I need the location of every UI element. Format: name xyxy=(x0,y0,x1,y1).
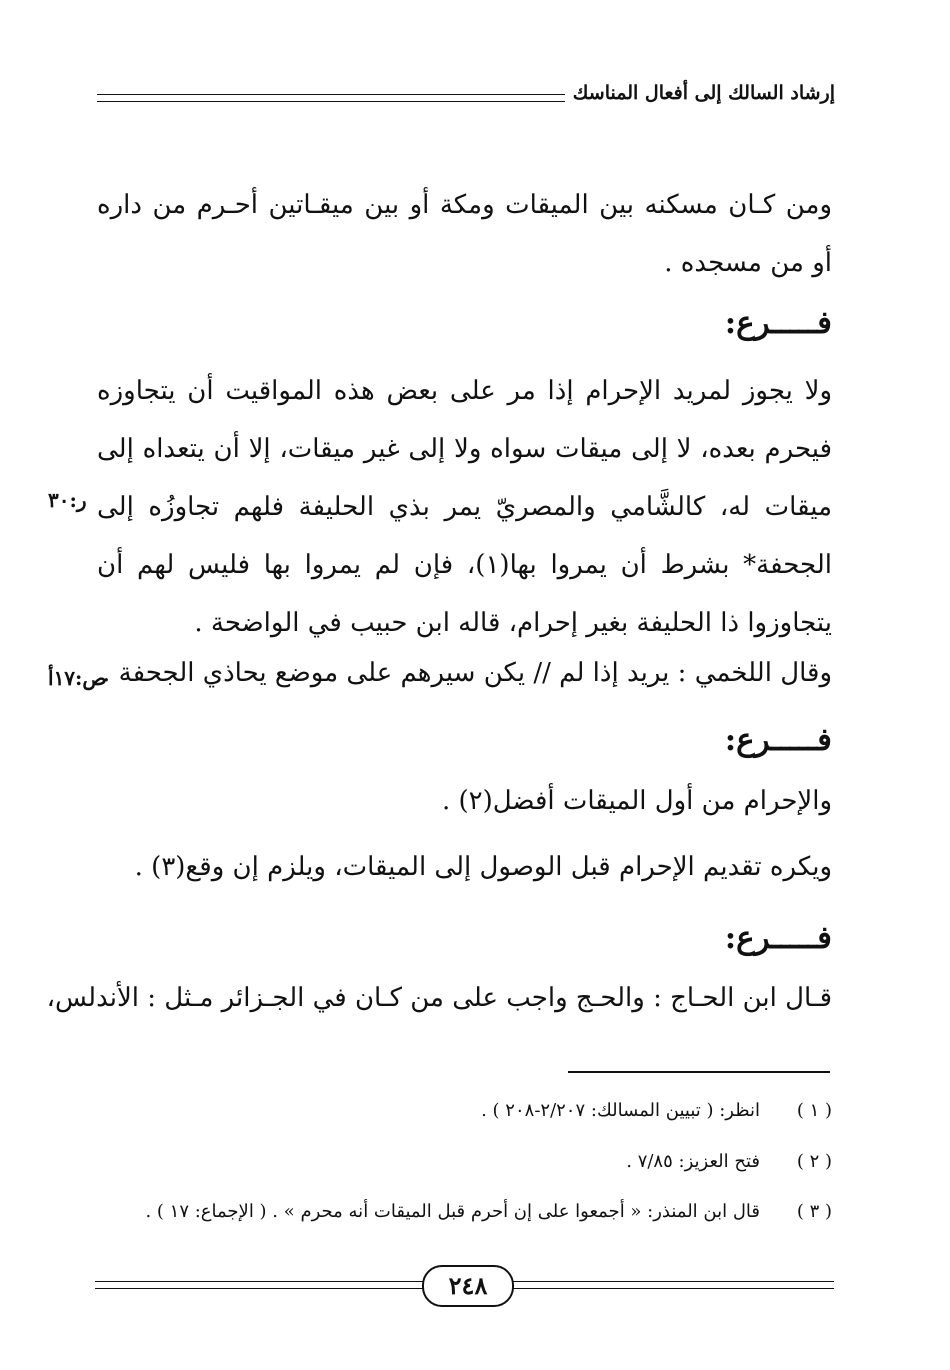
margin-note-r: ر:٣٠ xyxy=(48,488,87,512)
page-number: ٢٤٨ xyxy=(422,1265,514,1307)
footnote-rule xyxy=(568,1071,830,1073)
header-rule xyxy=(97,94,565,102)
footnote-text: قال ابن المنذر: « أجمعوا على إن أحرم قبل الميقات أنه محرم » . ( الإجماع: ١٧ ) . xyxy=(145,1201,760,1222)
footnote-text: فتح العزيز: ٧/٨٥ . xyxy=(626,1151,760,1172)
footnote-1 xyxy=(97,1100,832,1121)
margin-note-s: ص:١٧أ xyxy=(48,666,107,690)
paragraph-3: وقال اللخمي : يريد إذا لم // يكن سيرهم على موضع يحاذي الجحفة . xyxy=(102,658,832,688)
footer-rule-left xyxy=(95,1281,425,1289)
footnote-number: ( ١ ) xyxy=(796,1100,832,1121)
footnote-text: انظر: ( تبيين المسالك: ٢/٢٠٧-٢٠٨ ) . xyxy=(481,1100,760,1121)
paragraph-2: ولا يجوز لمريد الإحرام إذا مر على بعض هذه المواقيت أن يتجاوزه فيحرم بعده، لا إلى ميقات سواه ولا إلى غير ميقات، إلا أن يتعداه إلى ميقات له، كالشَّامي والمصريّ يمر بذي الحليفة فلهم تجاوزُه إلى الجحفة* بشرط أن يمروا بها(١)، فإن لم يمروا بها فليس لهم أن يتجاوزوا ذا الحليفة بغير إحرام، قاله ابن حبيب في الواضحة . xyxy=(97,376,832,638)
footnote-number: ( ٢ ) xyxy=(796,1151,832,1172)
footer-rule-right xyxy=(508,1281,834,1289)
heading-far-2: فـــــرع: xyxy=(724,722,832,758)
paragraph-4: والإحرام من أول الميقات أفضل(٢) . xyxy=(441,786,832,816)
footnote-number: ( ٣ ) xyxy=(796,1201,832,1222)
paragraph-5: ويكره تقديم الإحرام قبل الوصول إلى الميقات، ويلزم إن وقع(٣) . xyxy=(134,852,832,882)
footnote-3 xyxy=(97,1201,832,1222)
heading-far-1: فـــــرع: xyxy=(724,305,832,341)
heading-far-3: فـــــرع: xyxy=(724,920,832,956)
running-header-title: إرشاد السالك إلى أفعال المناسك xyxy=(572,82,835,104)
paragraph-1: ومن كـان مسكنه بين الميقات ومكة أو بين ميقـاتين أحـرم من داره أو من مسجده . xyxy=(97,190,832,278)
footnote-2 xyxy=(97,1151,832,1172)
paragraph-6: قـال ابن الحـاج : والحـج واجب على من كـان في الجـزائر مـثل : الأندلس، xyxy=(46,983,832,1013)
